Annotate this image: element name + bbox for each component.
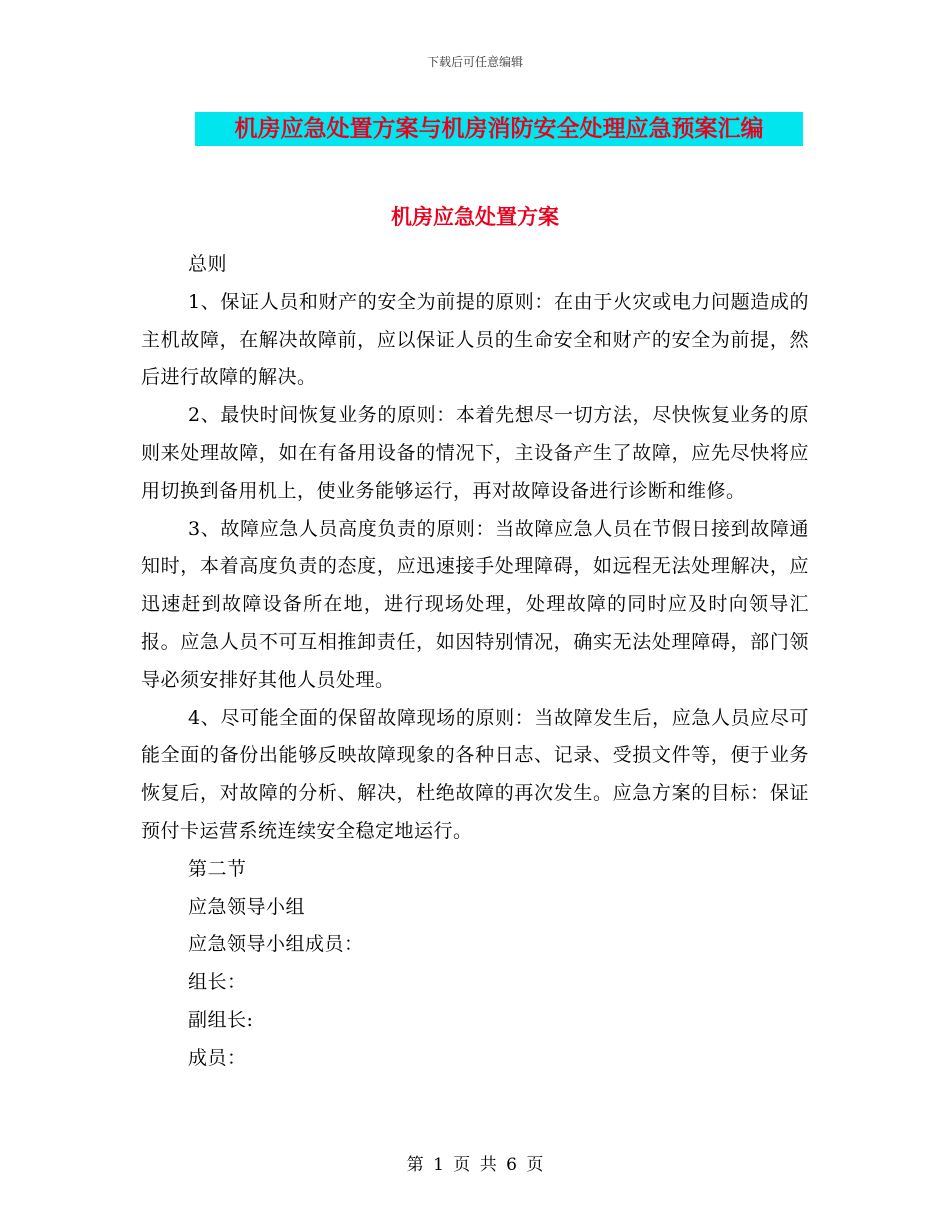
paragraph-general-principles: 总则	[188, 253, 228, 275]
main-title: 机房应急处置方案与机房消防安全处理应急预案汇编	[195, 112, 803, 146]
paragraph-section-2: 第二节	[188, 857, 247, 880]
document-body	[141, 246, 809, 1078]
paragraph-group-leader: 组长：	[188, 971, 247, 994]
paragraph-group-members: 应急领导小组成员：	[188, 933, 364, 956]
paragraph-principle-2: 2、最快时间恢复业务的原则：本着先想尽一切方法，尽快恢复业务的原则来处理故障，如在有备用设备的情况下，主设备产生了故障，应先尽快将应用切换到备用机上，使业务能够运行，再对故障设备进行诊断和维修。	[141, 404, 809, 502]
section-title: 机房应急处置方案	[391, 205, 559, 229]
page-number: 第 1 页 共 6 页	[406, 1155, 544, 1175]
paragraph-principle-1: 1、保证人员和财产的安全为前提的原则：在由于火灾或电力问题造成的主机故障，在解决故障前，应以保证人员的生命安全和财产的安全为前提，然后进行故障的解决。	[141, 290, 809, 389]
paragraph-principle-3: 3、故障应急人员高度负责的原则：当故障应急人员在节假日接到故障通知时，本着高度负责的态度，应迅速接手处理障碍，如远程无法处理解决，应迅速赶到故障设备所在地，进行现场处理，处理故障的同时应及时向领导汇报。应急人员不可互相推卸责任，如因特别情况，确实无法处理障碍，部门领导必须安排好其他人员处理。	[141, 517, 809, 691]
paragraph-members: 成员：	[188, 1046, 247, 1069]
main-title-container	[195, 112, 803, 146]
paragraph-principle-4: 4、尽可能全面的保留故障现场的原则：当故障发生后，应急人员应尽可能全面的备份出能够反映故障现象的各种日志、记录、受损文件等，便于业务恢复后，对故障的分析、解决，杜绝故障的再次发生。应急方案的目标：保证预付卡运营系统连续安全稳定地运行。	[141, 706, 809, 842]
paragraph-leadership-group: 应急领导小组	[188, 895, 306, 918]
header-note: 下载后可任意编辑	[426, 55, 523, 69]
paragraph-deputy-leader: 副组长:	[188, 1008, 254, 1031]
